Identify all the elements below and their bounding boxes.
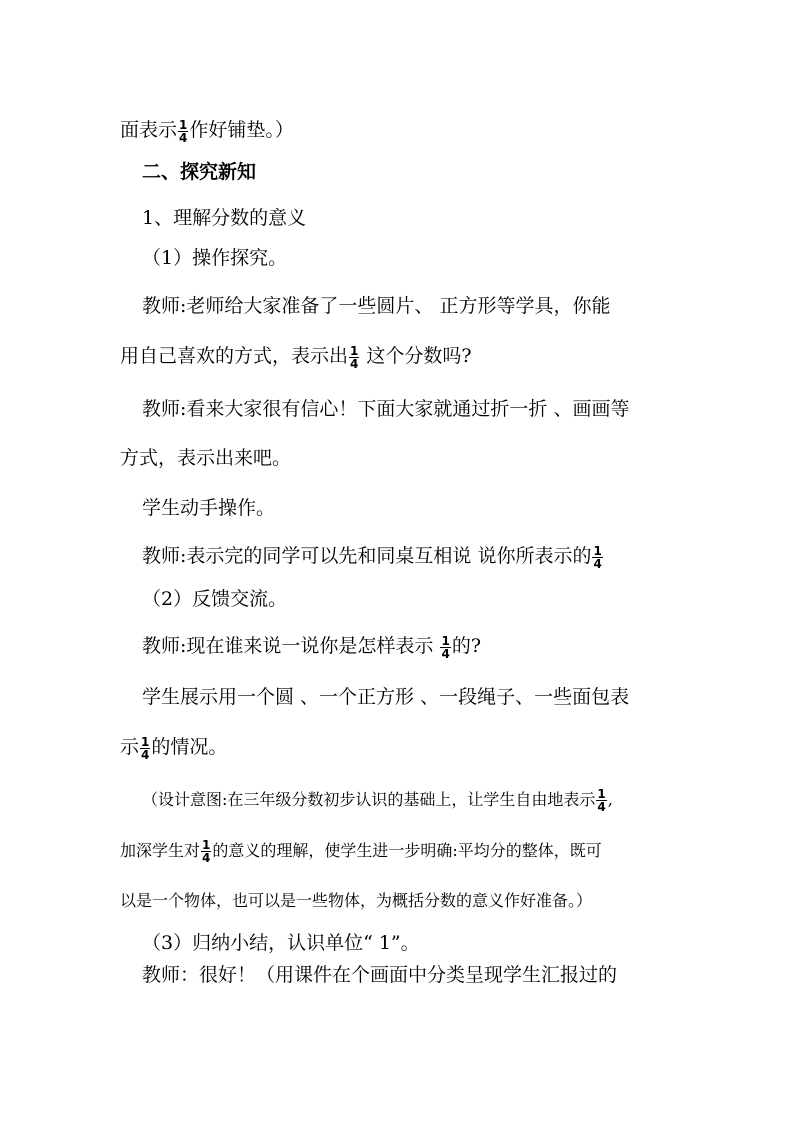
- line-text: 作好铺垫。）: [189, 119, 294, 141]
- text-line-9: 学生动手操作。: [142, 497, 276, 519]
- subsection-heading: 1、理解分数的意义: [142, 207, 307, 229]
- text-line-1: [120, 117, 794, 144]
- design-intent-line-2: 加深学生对 $\frac{1}{4}$ 的意义的理解，使学生进一步明确:平均分的整体，既可: [120, 838, 602, 865]
- fraction-one-quarter: $\frac{1}{4}$: [202, 838, 211, 865]
- text-line-12: 教师:现在谁来说一说你是怎样表示 $\frac{1}{4}$ 的?: [142, 633, 481, 661]
- text-line-7: 教师:看来大家很有信心！下面大家就通过折一折 、画画等: [142, 398, 630, 420]
- text-line-5: 教师:老师给大家准备了一些圆片、 正方形等学具，你能: [142, 295, 611, 317]
- fraction-one-quarter: $\frac{1}{4}$: [597, 787, 606, 814]
- line-text: 面表示: [120, 119, 178, 141]
- fraction-one-quarter: $\frac{1}{4}$: [441, 633, 450, 661]
- text-line-10: 教师:表示完的同学可以先和同桌互相说 说你所表示的 $\frac{1}{4}$: [142, 543, 602, 571]
- section-heading: 二、探究新知: [142, 161, 257, 183]
- text-line-11: （2）反馈交流。: [142, 588, 288, 610]
- fraction-one-quarter: $\frac{1}{4}$: [350, 343, 359, 371]
- fraction-one-quarter: $\frac{1}{4}$: [179, 117, 188, 145]
- text-line-4: （1）操作探究。: [142, 247, 288, 269]
- text-line-13: 学生展示用一个圆 、一个正方形 、一段绳子、一些面包表: [142, 686, 630, 708]
- design-intent-line-3: 以是一个物体，也可以是一些物体，为概括分数的意义作好准备。）: [120, 891, 593, 910]
- design-intent-line-1: （设计意图:在三年级分数初步认识的基础上，让学生自由地表示 $\frac{1}{4}$ ,: [142, 787, 613, 814]
- text-line-6: 用自己喜欢的方式，表示出 $\frac{1}{4}$ 这个分数吗?: [120, 343, 472, 371]
- text-line-8: 方式，表示出来吧。: [120, 447, 292, 469]
- text-line-19: 教师：很好！（用课件在个画面中分类呈现学生汇报过的: [142, 964, 618, 986]
- fraction-one-quarter: $\frac{1}{4}$: [141, 734, 150, 762]
- fraction-one-quarter: $\frac{1}{4}$: [593, 543, 602, 571]
- text-line-14: 示 $\frac{1}{4}$ 的情况。: [120, 734, 228, 762]
- text-line-18: （3）归纳小结，认识单位“ 1”。: [142, 932, 420, 954]
